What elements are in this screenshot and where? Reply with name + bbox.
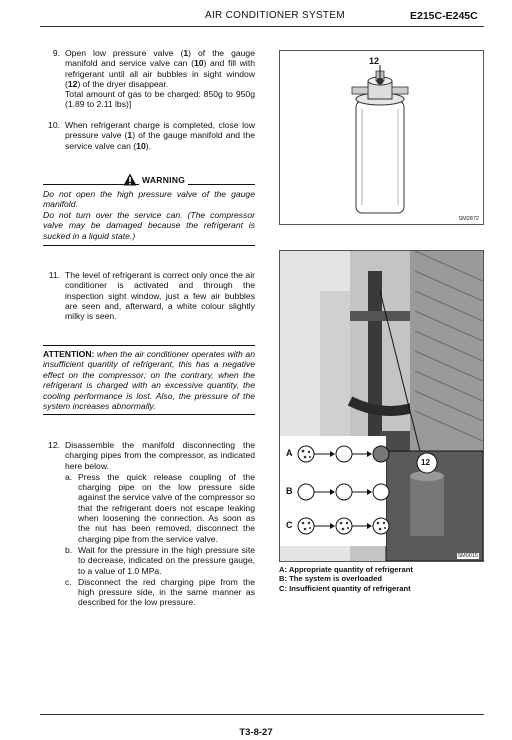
step-text-part: ) of the gauge manifold and service valve can (: [65, 48, 255, 69]
warning-triangle-icon: [123, 173, 137, 186]
step-text: [65, 120, 255, 151]
step-text: [65, 48, 255, 110]
step-11: [43, 270, 255, 321]
row-label-a: A: [286, 448, 293, 458]
step-text-part: ) of the gauge manifold and the service valve can (: [65, 130, 256, 151]
row-label-c: C: [286, 520, 293, 530]
step-text-part: Open low pressure valve (: [65, 48, 184, 58]
ref-number: 10: [193, 58, 204, 69]
figure-code: SM0015: [457, 553, 478, 559]
substep-b: [65, 545, 255, 576]
row-a-diagram: [298, 446, 389, 462]
page-number: T3-8-27: [239, 727, 273, 738]
legend-item-a: A: Appropriate quantity of refrigerant: [279, 565, 413, 574]
warning-line: Do not open the high pressure valve of the gauge manifold.: [43, 189, 255, 210]
substep-letter: b.: [65, 544, 73, 555]
ref-number: 12: [67, 78, 78, 89]
dryer-figure: [279, 50, 484, 225]
attention-text: when the air conditioner operates with an insufficient quantity of refrigerant, this has a negative effect on the compressor; on the contrary, when the refrigerant is charged with an excessive quantity, the cooling performance is lost. Also, the pressure of the system increases abnormally.: [43, 349, 255, 412]
row-b-diagram: [298, 484, 389, 500]
substep-letter: c.: [65, 576, 72, 587]
step-intro: Disassemble the manifold disconnecting the charging pipes from the compressor, as indicated here below.: [65, 440, 255, 471]
ref-number: 1: [127, 130, 133, 141]
footer-divider: [40, 714, 484, 715]
engine-bay-photo: [280, 251, 483, 561]
substep-c: [65, 577, 255, 608]
figure-code: SM2872: [458, 216, 479, 222]
figure-legend: [279, 565, 489, 593]
header-divider: [40, 26, 484, 27]
attention-box: [43, 345, 255, 415]
header-model: E215C-E245C: [410, 10, 478, 22]
dryer-illustration: [280, 51, 483, 224]
warning-bottom-rule: [43, 245, 255, 246]
step-text: [65, 440, 255, 608]
warning-header: [43, 173, 255, 187]
step-9: [43, 48, 255, 110]
header-title: AIR CONDITIONER SYSTEM: [205, 10, 345, 21]
gas-amount-note: Total amount of gas to be charged: 850g to 950g (1.89 to 2.11 lbs)]: [65, 89, 255, 110]
substep-letter: a.: [65, 471, 73, 482]
warning-body: [43, 189, 255, 241]
row-c-diagram: [298, 518, 389, 534]
step-12: [43, 440, 255, 608]
substep-text: Disconnect the red charging pipe from the high pressure side, in the same manner as described for the low pressure.: [78, 576, 255, 608]
step-number: 11.: [48, 270, 60, 280]
substep-text: Wait for the pressure in the high pressure site to decrease, indicated on the pressure gauge, to a value of 1.0 MPa.: [78, 544, 255, 576]
warning-label: WARNING: [139, 175, 188, 185]
sight-window-figure: [279, 250, 484, 562]
callout-12: 12: [421, 458, 430, 467]
step-number: 12.: [48, 440, 60, 450]
ref-number: 1: [183, 48, 189, 58]
step-text-part: ) and fill with refrigerant until all air bubbles in sight window (: [65, 58, 255, 89]
step-number: 10.: [48, 120, 60, 130]
attention-label: ATTENTION:: [43, 349, 95, 359]
legend-item-b: B: The system is overloaded: [279, 574, 382, 584]
substep-text: Press the quick release coupling of the charging pipe on the low pressure side against the service valve of the compressor so that the refrigerant doers not escape leaking when loosening the connection. As soon as the nut has been removed, disconnect the charging pipe from the service valve.: [78, 471, 255, 544]
row-label-b: B: [286, 486, 293, 496]
step-text-part: ).: [145, 140, 151, 151]
warning-line: Do not turn over the service can. (The compressor valve may be damaged because the refrigerant is sucked in a liquid state.): [43, 209, 255, 241]
step-text: The level of refrigerant is correct only once the air conditioner is activated and through the inspection sight window, just a few air bubbles are seen and, afterward, a white colour slightly milky is seen.: [65, 270, 255, 322]
ref-number: 10: [136, 140, 146, 151]
step-text-part: When refrigerant charge is completed, close low pressure valve (: [65, 120, 255, 141]
step-text-part: ) of the dryer disappear.: [77, 78, 169, 89]
legend-item-c: C: Insufficient quantity of refrigerant: [279, 583, 411, 593]
substep-a: [65, 472, 255, 544]
step-10: [43, 120, 255, 151]
step-number: 9.: [52, 48, 60, 58]
callout-12: 12: [369, 56, 380, 66]
